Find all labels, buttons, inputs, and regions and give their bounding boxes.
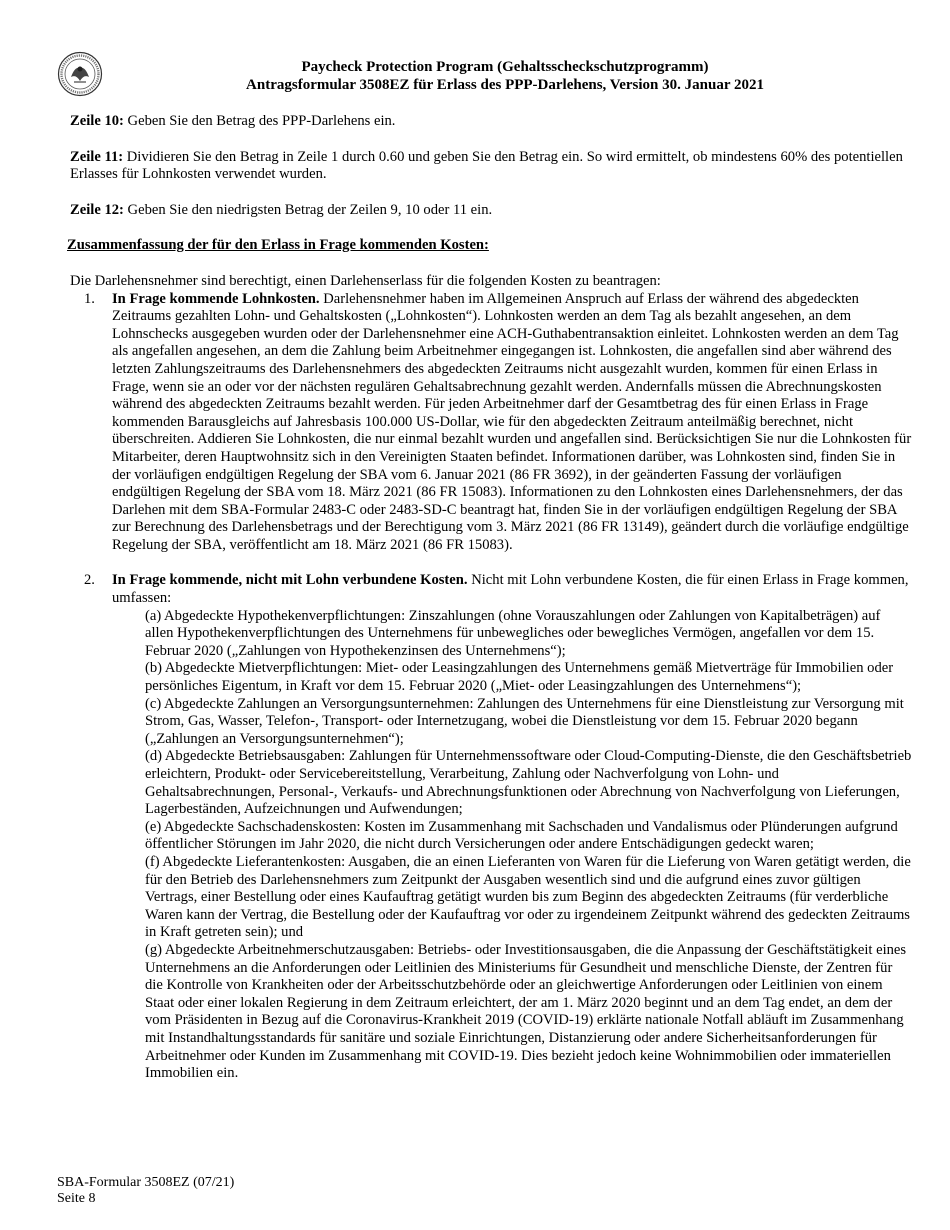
zeile-text: Dividieren Sie den Betrag in Zeile 1 durch 0.60 und geben Sie den Betrag ein. So wird ermittelt, ob mindestens 60% des potentiellen Erlasses für Lohnkosten verwendet wurden. xyxy=(70,148,903,183)
sub-item-g: (g) Abgedeckte Arbeitnehmerschutzausgaben: Betriebs- oder Investitionsausgaben, die die Anpassung der Geschäftstätigkeit eines Unternehmens an die Anforderungen oder Leitlinien des Ministeriums für Gesundheit und menschliche Dienste, der Zentren für die Kontrolle von Krankheiten oder der Arbeitsschutzbehörde oder an gleichwertige Anforderungen oder Leitlinien von einem Staat oder einer lokalen Regierung in dem Zeitraum erleichtert, der am 1. März 2020 beginnt und an dem Tag endet, an dem der vom Präsidenten in Bezug auf die Coronavirus-Krankheit 2019 (COVID-19) erklärte nationale Notfall abläuft im Zusammenhang mit Instandhaltungsstandards für sanitäre und soziale Einrichtungen, Distanzierung oder andere Sicherheitsanforderungen für Arbeitnehmer oder Kunden im Zusammenhang mit COVID-19. Dies bezieht jedoch keine Wohnimmobilien oder immateriellen Immobilien ein. xyxy=(145,941,907,1082)
intro-paragraph: Die Darlehensnehmer sind berechtigt, einen Darlehenserlass für die folgenden Kosten zu beantragen: xyxy=(70,272,661,289)
list-item-number: 1. xyxy=(84,290,95,307)
list-item-text: Darlehensnehmer haben im Allgemeinen Anspruch auf Erlass der während des abgedeckten Zeitraums gezahlten Lohn- und Gehaltskosten („Lohnkosten“). Lohnkosten werden an dem Tag als bezahlt angesehen, an dem Lohnschecks ausgegeben wurden oder der Darlehensnehmer eine ACH-Guthabentransaktion einleitet. Lohnkosten werden an dem Tag als angefallen angesehen, an dem die Zahlung beim Arbeitnehmer eingegangen ist. Lohnkosten, die angefallen sind aber während des letzten Zahlungszeitraums des Darlehensnehmers des abgedeckten Zeitraums nicht ausgezahlt wurden, kommen für einen Erlass in Frage, wenn sie an oder vor der nächsten regulären Gehaltsabrechnung gezahlt werden. Andernfalls müssen die Abrechnungskosten während des abgedeckten Zeitraums bezahlt werden. Für jeden Arbeitnehmer darf der Gesamtbetrag des für einen Erlass in Frage kommenden Barausgleichs auf Jahresbasis 100.000 US-Dollar, wie für den abgedeckten Zeitraum anteilmäßig berechnet, nicht überschreiten. Addieren Sie Lohnkosten, die nur einmal bezahlt wurden und angefallen sind. Berücksichtigen Sie nur die Lohnkosten für Mitarbeiter, deren Hauptwohnsitz sich in den Vereinigten Staaten befindet. Informationen darüber, was Lohnkosten sind, finden Sie in der vorläufigen endgültigen Regelung der SBA vom 6. Januar 2021 (86 FR 3692), in der geänderten Fassung der vorläufigen endgültigen Regelung der SBA vom 18. März 2021 (86 FR 15083). Informationen zu den Lohnkosten eines Darlehensnehmers, der das Darlehen mit dem SBA-Formular 2483-C oder 2483-SD-C beantragt hat, finden Sie in der vorläufigen endgültigen Regelung der SBA zur Berechnung des Darlehensbetrags und der Berechtigung vom 3. März 2021 (86 FR 13149), geändert durch die vorläufige endgültige Regelung der SBA, veröffentlicht am 18. März 2021 (86 FR 15083). xyxy=(112,290,912,553)
header-title: Paycheck Protection Program (Gehaltsscheckschutzprogramm) xyxy=(301,59,709,75)
header-subtitle: Antragsformular 3508EZ für Erlass des PPP-Darlehens, Version 30. Januar 2021 xyxy=(246,77,764,93)
document-body xyxy=(67,113,912,1083)
zeile-label: Zeile 12: xyxy=(70,201,124,218)
list-item-title: In Frage kommende, nicht mit Lohn verbundene Kosten. xyxy=(112,572,468,589)
zeile-text: Geben Sie den niedrigsten Betrag der Zeilen 9, 10 oder 11 ein. xyxy=(123,201,493,218)
zeile-12 xyxy=(70,202,912,220)
footer-form-id: SBA-Formular 3508EZ (07/21) xyxy=(57,1175,235,1190)
sub-list xyxy=(112,608,912,1083)
zeile-text: Geben Sie den Betrag des PPP-Darlehens ein. xyxy=(123,113,396,129)
zeile-11 xyxy=(70,149,912,184)
list-item-title: In Frage kommende Lohnkosten. xyxy=(112,290,320,307)
zeile-10 xyxy=(70,113,912,131)
zeile-label: Zeile 10: xyxy=(70,113,124,129)
sub-item-d: (d) Abgedeckte Betriebsausgaben: Zahlungen für Unternehmenssoftware oder Cloud-Computing-Dienste, die den Geschäftsbetrieb erleichtern, Produkt- oder Servicebereitstellung, Verarbeitung, Zahlung oder Nachverfolgung von Lohn- und Gehaltsabrechnungen, Personal-, Verkaufs- und Abrechnungsfunktionen oder Abrechnung von Nachverfolgung von Lieferungen, Lagerbeständen, Aufzeichnungen und Aufwendungen; xyxy=(145,748,912,818)
zeile-label: Zeile 11: xyxy=(70,148,124,165)
sba-seal-logo xyxy=(57,51,103,97)
sub-item-c: (c) Abgedeckte Zahlungen an Versorgungsunternehmen: Zahlungen des Unternehmens für eine Dienstleistung zur Versorgung mit Strom, Gas, Wasser, Telefon-, Transport- oder Internetzugang, wobei die Dienstleistung vor dem 15. Februar 2020 begann („Zahlungen an Versorgungsunternehmen“); xyxy=(145,695,904,747)
sub-item-b: (b) Abgedeckte Mietverpflichtungen: Miet- oder Leasingzahlungen des Unternehmens gemäß Mietverträge für Immobilien oder persönliches Eigentum, in Kraft vor dem 15. Februar 2020 („Miet- oder Leasingzahlungen des Unternehmens“); xyxy=(145,660,894,695)
sub-item-a: (a) Abgedeckte Hypothekenverpflichtungen: Zinszahlungen (ohne Vorauszahlungen oder Zahlungen von Kapitalbeträgen) auf allen Hypothekenverpflichtungen des Unternehmens für unbewegliches oder bewegliches Vermögen, angefallen vor dem 15. Februar 2020 („Zahlungen von Hypothekenzinsen des Unternehmens“); xyxy=(145,607,881,659)
footer-page-number: Seite 8 xyxy=(57,1191,96,1206)
sub-item-f: (f) Abgedeckte Lieferantenkosten: Ausgaben, die an einen Lieferanten von Waren für die Lieferung von Waren getätigt werden, die für den Betrieb des Darlehensnehmers zum Zeitpunkt der Ausgaben wesentlich sind und die aufgrund eines zuvor gültigen Vertrags, einer Bestellung oder eines Kaufauftrag getätigt wurden bis zum Beginn des abgedeckten Zeitraums (für verderbliche Waren kann der Vertrag, die Bestellung oder der Kaufauftrag vor oder zu irgendeinem Zeitpunkt während des gedeckten Zeitraums in Kraft getreten sein); und xyxy=(145,853,911,941)
section-heading: Zusammenfassung der für den Erlass in Frage kommenden Kosten: xyxy=(67,237,489,254)
sub-item-e: (e) Abgedeckte Sachschadenskosten: Kosten im Zusammenhang mit Sachschaden und Vandalismus oder Plünderungen aufgrund öffentlicher Störungen im Jahr 2020, die nicht durch Versicherungen oder andere Entschädigungen gedeckt waren; xyxy=(145,818,898,853)
list-item-text: Nicht mit Lohn verbundene Kosten, die für einen Erlass in Frage kommen, umfassen: xyxy=(112,572,909,607)
list-item xyxy=(70,572,912,1082)
page-footer xyxy=(57,1175,234,1207)
list-item-number: 2. xyxy=(84,572,95,589)
list-item xyxy=(70,291,912,555)
page-header xyxy=(140,58,870,94)
